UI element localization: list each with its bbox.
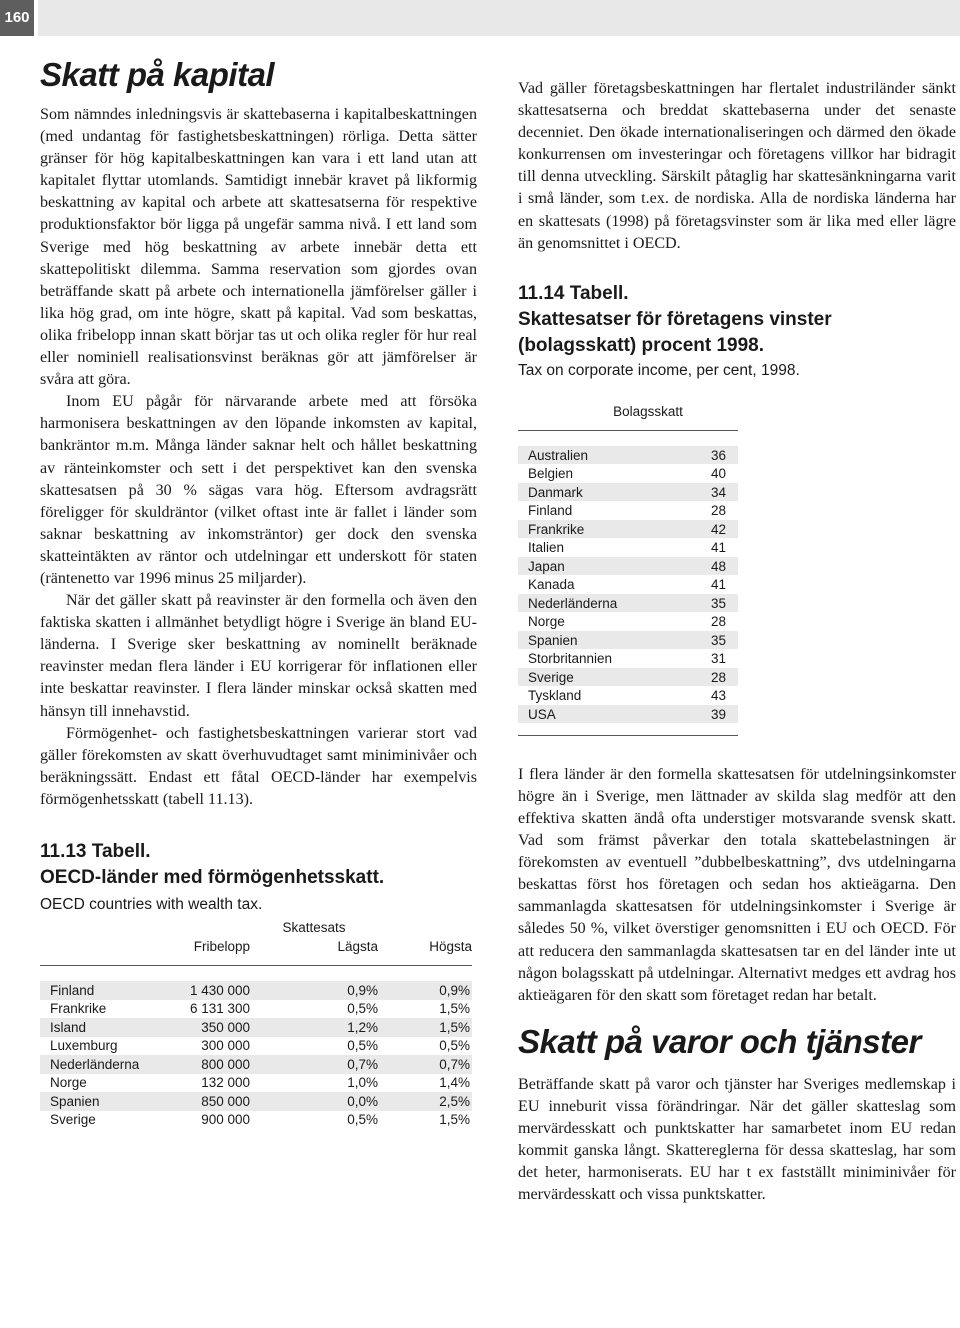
- value-cell: 41: [710, 540, 726, 555]
- country-cell: Sverige: [528, 668, 678, 687]
- country-cell: Japan: [528, 557, 678, 576]
- value-cell: 0,0%: [250, 1092, 378, 1111]
- country-cell: Sverige: [50, 1112, 96, 1128]
- table-row: [518, 705, 738, 724]
- value-cell: 43: [710, 688, 726, 703]
- value-cell: 1,2%: [250, 1018, 378, 1037]
- page-header-bar: [0, 0, 960, 36]
- value-cell: 0,5%: [347, 1112, 378, 1128]
- table-header-row: [40, 935, 472, 957]
- row-spacer: [518, 483, 528, 502]
- value-cell: 800 000: [150, 1055, 250, 1074]
- table-row: [518, 668, 738, 687]
- table-row: [518, 446, 738, 465]
- value-cell: 41: [710, 577, 726, 592]
- row-spacer: [518, 668, 528, 687]
- value-cell: 0,5%: [347, 1038, 378, 1054]
- paragraph: Förmögenhet- och fastighetsbeskattningen varierar stort vad gäller förekomsten av skatt överhuvudtaget samt miniminivåer och beräkningssätt. Endast ett fåtal OECD-länder har exempelvis förmögenhetsskatt (tabell 11.13).: [40, 724, 477, 808]
- country-cell: Norge: [50, 1075, 87, 1091]
- value-cell: 2,5%: [378, 1092, 472, 1111]
- table-header-rule: [40, 957, 472, 965]
- country-cell: Tyskland: [528, 688, 582, 703]
- table-row: [518, 501, 738, 520]
- header-rule: [38, 0, 960, 36]
- country-cell: Storbritannien: [528, 651, 613, 666]
- table-row: [518, 686, 738, 705]
- table-title: Skattesatser för företagens vinster: [518, 308, 832, 330]
- table-title: (bolagsskatt) procent 1998.: [518, 334, 765, 356]
- value-cell: 1 430 000: [150, 981, 250, 1000]
- value-cell: 6 131 300: [189, 1001, 250, 1017]
- country-cell: Belgien: [528, 466, 574, 481]
- country-cell: USA: [528, 705, 678, 724]
- value-cell: 28: [710, 614, 726, 629]
- country-cell: Frankrike: [50, 1001, 107, 1017]
- table-title: OECD-länder med förmögenhetsskatt.: [40, 867, 385, 888]
- table-row: [40, 981, 472, 1000]
- paragraph: I flera länder är den formella skattesatsen för utdelningsinkomster högre än i Sverige, men lättnader av skilda slag medför att den effektiva skatten ändå ofta understiger motsvarande svensk skatt. Vad som främst påverkar den totala skattebelastningen är förekomsten av eventuell ”dubbelbeskattning”, dvs utdelningarna beskattas först hos företagen och sedan hos aktieägarna. Den sammanlagda skattesatsen för utdelningsinkomster i Sverige är således 50 %, vilket överstiger genomsnitten i EU och OECD. För att reducera den sammanlagda skattesatsen tar en del länder inte ut någon bolagsskatt på utdelningar. Alternativt medges ett avdrag hos aktieägaren för den skatt som företaget redan har betalt.: [518, 765, 956, 1004]
- row-spacer: [518, 594, 528, 613]
- value-cell: 28: [678, 668, 738, 687]
- column-header: Fribelopp: [193, 938, 250, 954]
- row-spacer: [518, 705, 528, 724]
- row-spacer: [518, 557, 528, 576]
- country-cell: Island: [40, 1018, 150, 1037]
- paragraph: Som nämndes inledningsvis är skattebaserna i kapitalbeskattningen (med undantag för fastighetsbeskattningen) rörliga. Detta sätter gränser för hög kapitalbeskattningen kan vara i ett land utan att kapitalet flyttar utomlands. Samtidigt innebär kravet på likformig beskattning av kapital och arbete att skattesatserna för respektive produktionsfaktor bör ligga på ungefär samma nivå. I ett land som Sverige med hög beskattning av arbete innebär detta ett skattepolitiskt dilemma. Samma reservation som gjordes ovan beträffande skatt på arbete och internationella jämförelser gäller i lika hög grad, om inte högre, skatt på kapital. Vad som beskattas, olika fribelopp innan skatt börjar tas ut och olika regler för hur real eller nominiell realisationsvinst beräknas gör att jämförelser är svåra att göra.: [40, 106, 477, 389]
- country-cell: Spanien: [40, 1092, 150, 1111]
- table-row: [40, 1111, 472, 1130]
- table-row: [518, 538, 738, 557]
- table-row: [40, 1000, 472, 1019]
- value-cell: 1,4%: [439, 1075, 470, 1091]
- country-cell: Danmark: [528, 483, 678, 502]
- column-header: Lägsta: [337, 938, 378, 954]
- value-cell: 39: [678, 705, 738, 724]
- country-cell: Italien: [528, 540, 565, 555]
- column-header: Bolagsskatt: [613, 404, 683, 420]
- row-spacer: [518, 446, 528, 465]
- row-spacer: [518, 575, 528, 594]
- country-cell: Finland: [528, 503, 573, 518]
- value-cell: 40: [710, 466, 726, 481]
- row-spacer: [518, 631, 528, 650]
- value-cell: 1,0%: [347, 1075, 378, 1091]
- corporate-tax-table: [518, 401, 738, 736]
- table-bottom-rule: [518, 723, 738, 735]
- value-cell: 35: [678, 631, 738, 650]
- country-cell: Luxemburg: [50, 1038, 118, 1054]
- table-header-rule: [518, 423, 738, 431]
- value-cell: 31: [710, 651, 726, 666]
- country-cell: Frankrike: [528, 520, 678, 539]
- value-cell: 28: [710, 503, 726, 518]
- table-row: [518, 612, 738, 631]
- table-row: [518, 575, 738, 594]
- value-cell: 42: [678, 520, 738, 539]
- table-row: [40, 1055, 472, 1074]
- row-spacer: [518, 612, 528, 631]
- country-cell: Finland: [40, 981, 150, 1000]
- value-cell: 900 000: [201, 1112, 250, 1128]
- section-title-capital-tax: Skatt på kapital: [40, 56, 275, 93]
- value-cell: 300 000: [201, 1038, 250, 1054]
- table-row: [518, 557, 738, 576]
- table-caption-corporate-tax: [518, 281, 956, 381]
- table-row: [518, 464, 738, 483]
- table-row: [518, 520, 738, 539]
- row-spacer: [518, 464, 528, 483]
- table-row: [518, 649, 738, 668]
- country-cell: Nederländerna: [40, 1055, 150, 1074]
- table-subtitle-en: Tax on corporate income, per cent, 1998.: [518, 361, 800, 379]
- table-row: [518, 483, 738, 502]
- country-cell: Nederländerna: [528, 594, 678, 613]
- table-header-row: [518, 401, 738, 423]
- row-spacer: [518, 538, 528, 557]
- table-caption-wealth-tax: [40, 839, 477, 915]
- table-number: 11.14 Tabell.: [518, 282, 629, 304]
- table-header-group-row: [40, 915, 472, 935]
- table-row: [40, 1074, 472, 1093]
- paragraph: När det gäller skatt på reavinster är den formella och även den faktiska skatten i allmänhet betydligt högre i Sverige än bland EU-länderna. I Sverige sker beskattning av nominellt beräknade reavinster medan flera länder i EU korrigerar för inflationen eller inte beskattar reavinster. I flera länder minskar också skatten med hänsyn till innehavstid.: [40, 592, 477, 720]
- value-cell: 48: [678, 557, 738, 576]
- table-row: [40, 1018, 472, 1037]
- right-column: [518, 78, 956, 1206]
- value-cell: 0,5%: [439, 1038, 470, 1054]
- column-group-header: Skattesats: [282, 920, 346, 935]
- table-number: 11.13 Tabell.: [40, 841, 151, 862]
- value-cell: 0,5%: [347, 1001, 378, 1017]
- page-number: 160: [0, 0, 34, 36]
- paragraph: Vad gäller företagsbeskattningen har flertalet industriländer sänkt skattesatserna och breddat skattebaserna under det senaste decenniet. Den ökade internationaliseringen och därmed den ökade konkurrensen om investeringar och företagens villkor har bidragit till denna utveckling. Särskilt påtaglig har skattesänkningarna varit i små länder, som t.ex. de nordiska. Alla de nordiska länderna har en skattesats (1998) på företagsvinster som är lika med eller lägre än genomsnittet i OECD.: [518, 80, 956, 252]
- country-cell: Kanada: [528, 577, 575, 592]
- value-cell: 1,5%: [378, 1018, 472, 1037]
- section-title-goods-services-tax: Skatt på varor och tjänster: [518, 1022, 921, 1060]
- row-spacer: [518, 501, 528, 520]
- table-row: [518, 631, 738, 650]
- country-cell: Norge: [528, 614, 565, 629]
- value-cell: 132 000: [201, 1075, 250, 1091]
- value-cell: 1,5%: [439, 1001, 470, 1017]
- row-spacer: [518, 649, 528, 668]
- value-cell: 0,7%: [250, 1055, 378, 1074]
- country-cell: Spanien: [528, 631, 678, 650]
- value-cell: 35: [678, 594, 738, 613]
- value-cell: 34: [678, 483, 738, 502]
- value-cell: 350 000: [150, 1018, 250, 1037]
- table-row: [40, 1037, 472, 1056]
- table-subtitle-en: OECD countries with wealth tax.: [40, 896, 263, 913]
- wealth-tax-table: [40, 915, 472, 1129]
- row-spacer: [518, 686, 528, 705]
- column-header: Högsta: [429, 938, 472, 954]
- value-cell: 850 000: [150, 1092, 250, 1111]
- value-cell: 0,9%: [250, 981, 378, 1000]
- value-cell: 0,9%: [378, 981, 472, 1000]
- table-row: [518, 594, 738, 613]
- country-cell: Australien: [528, 446, 678, 465]
- value-cell: 36: [678, 446, 738, 465]
- paragraph: Beträffande skatt på varor och tjänster har Sveriges medlemskap i EU inneburit vissa förändringar. När det gäller skatteslag som mervärdesskatt och punktskatter har samarbetet inom EU redan kommit ganska långt. Skattereglerna för dessa skatteslag, har som det heter, harmoniserats. EU har t ex fastställt miniminivåer för mervärdesskatt och vissa punktskatter.: [518, 1075, 956, 1204]
- value-cell: 1,5%: [439, 1112, 470, 1128]
- value-cell: 0,7%: [378, 1055, 472, 1074]
- row-spacer: [518, 520, 528, 539]
- table-row: [40, 1092, 472, 1111]
- paragraph: Inom EU pågår för närvarande arbete med att försöka harmonisera beskattningen av den löpande inkomsten av kapital, bankräntor m.m. Många länder saknar helt och hållet beskattning av ränteinkomster och sett i det perspektivet kan den svenska skattesatsen på 30 % sägas vara hög. Eftersom avdragsrätt föreligger för skuldräntor (vilket oftast inte är fallet i länder som saknar beskattning av inkomsträntor) ger dock den svenska skatteintäkten av räntor och utdelningar ett underskott för staten (räntenetto var 1996 minus 25 miljarder).: [40, 393, 477, 587]
- left-column: [40, 58, 477, 1129]
